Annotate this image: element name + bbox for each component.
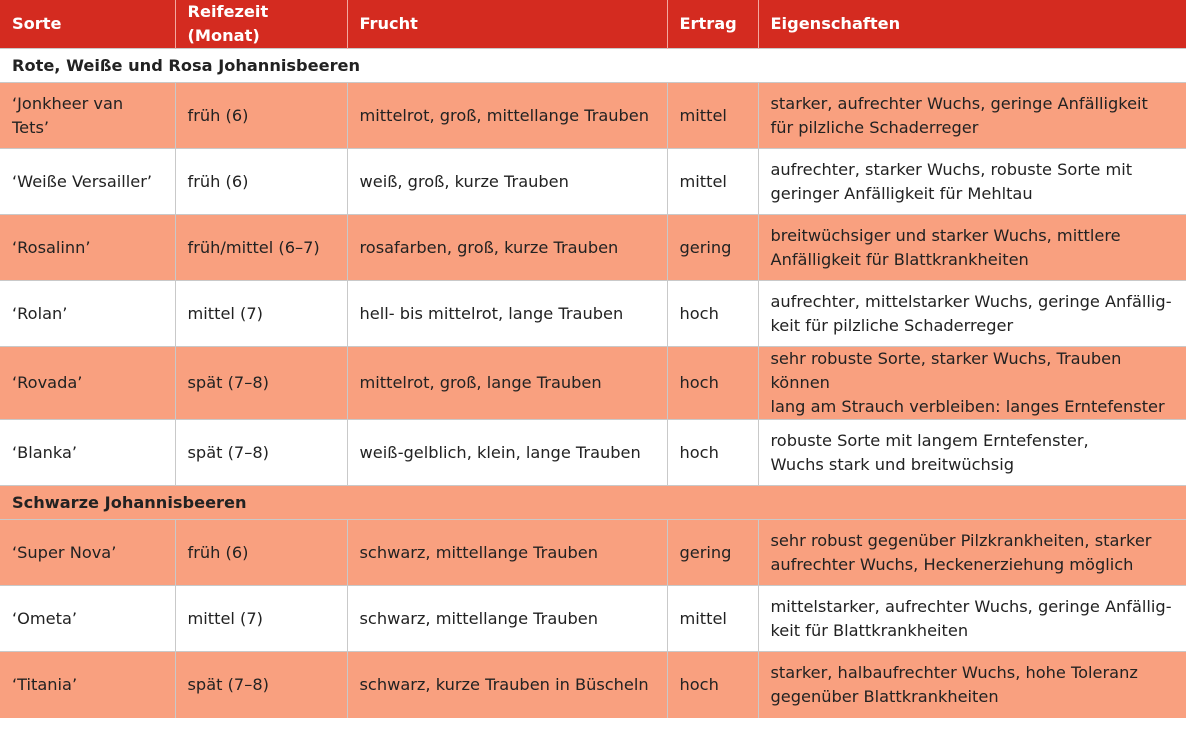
cell-eigenschaften	[758, 652, 1186, 718]
cell-sorte: ‘Super Nova’	[0, 520, 175, 586]
cell-ertrag: gering	[667, 215, 758, 281]
cell-eigenschaften	[758, 586, 1186, 652]
table-row	[0, 652, 1186, 718]
header-frucht: Frucht	[347, 0, 667, 49]
section-title: Schwarze Johannisbeeren	[0, 486, 1186, 520]
eigenschaften-line: für pilzliche Schaderreger	[770, 117, 979, 137]
table-row	[0, 215, 1186, 281]
cell-reifezeit: mittel (7)	[175, 281, 347, 347]
cell-sorte: ‘Weiße Versailler’	[0, 149, 175, 215]
cell-eigenschaften	[758, 281, 1186, 347]
header-reifezeit: Reifezeit (Monat)	[175, 0, 347, 49]
cell-frucht: schwarz, kurze Trauben in Büscheln	[347, 652, 667, 718]
cell-reifezeit: früh (6)	[175, 149, 347, 215]
cell-ertrag: mittel	[667, 83, 758, 149]
eigenschaften-line: Wuchs stark und breitwüchsig	[770, 454, 1014, 474]
header-sorte: Sorte	[12, 14, 62, 33]
cell-eigenschaften	[758, 149, 1186, 215]
cell-frucht: hell- bis mittelrot, lange Trauben	[347, 281, 667, 347]
cell-sorte: ‘Rosalinn’	[0, 215, 175, 281]
table-row	[0, 420, 1186, 486]
header-eigenschaften: Eigenschaften	[758, 0, 1186, 49]
eigenschaften-line: aufrechter, mittelstarker Wuchs, geringe Anfällig-	[770, 291, 1172, 311]
cell-eigenschaften	[758, 520, 1186, 586]
eigenschaften-line: sehr robuste Sorte, starker Wuchs, Trauben können	[770, 349, 1122, 392]
cell-frucht: mittelrot, groß, lange Trauben	[347, 347, 667, 420]
cell-sorte: ‘Titania’	[0, 652, 175, 718]
table-row	[0, 149, 1186, 215]
cell-reifezeit: mittel (7)	[175, 586, 347, 652]
cell-sorte: ‘Rovada’	[0, 347, 175, 420]
cell-frucht: mittelrot, groß, mittellange Trauben	[347, 83, 667, 149]
cell-sorte: ‘Blanka’	[0, 420, 175, 486]
section-row	[0, 486, 1186, 520]
table-row	[0, 83, 1186, 149]
cell-ertrag: mittel	[667, 586, 758, 652]
table-header	[0, 0, 1186, 49]
table-row	[0, 520, 1186, 586]
cell-eigenschaften	[758, 215, 1186, 281]
cell-ertrag: hoch	[667, 347, 758, 420]
section-row	[0, 49, 1186, 83]
eigenschaften-line: gegenüber Blattkrankheiten	[770, 686, 999, 706]
eigenschaften-line: aufrechter Wuchs, Heckenerziehung möglich	[770, 554, 1134, 574]
cell-eigenschaften	[758, 83, 1186, 149]
eigenschaften-line: starker, aufrechter Wuchs, geringe Anfälligkeit	[770, 93, 1148, 113]
cell-ertrag: hoch	[667, 652, 758, 718]
cell-ertrag: mittel	[667, 149, 758, 215]
eigenschaften-line: keit für Blattkrankheiten	[770, 620, 969, 640]
cell-frucht: weiß, groß, kurze Trauben	[347, 149, 667, 215]
cell-sorte: ‘Jonkheer van Tets’	[0, 83, 175, 149]
cell-sorte: ‘Ometa’	[0, 586, 175, 652]
cell-reifezeit: früh (6)	[175, 520, 347, 586]
eigenschaften-line: geringer Anfälligkeit für Mehltau	[770, 183, 1033, 203]
cell-eigenschaften	[758, 347, 1186, 420]
cell-reifezeit: früh (6)	[175, 83, 347, 149]
table-body	[0, 49, 1186, 718]
cell-ertrag: hoch	[667, 281, 758, 347]
eigenschaften-line: aufrechter, starker Wuchs, robuste Sorte mit	[770, 159, 1133, 179]
cell-frucht: schwarz, mittellange Trauben	[347, 586, 667, 652]
cell-ertrag: hoch	[667, 420, 758, 486]
cell-frucht: weiß-gelblich, klein, lange Trauben	[347, 420, 667, 486]
table-row	[0, 281, 1186, 347]
cell-reifezeit: spät (7–8)	[175, 420, 347, 486]
header-ertrag: Ertrag	[667, 0, 758, 49]
eigenschaften-line: sehr robust gegenüber Pilzkrankheiten, starker	[770, 530, 1152, 550]
eigenschaften-line: lang am Strauch verbleiben: langes Erntefenster	[770, 397, 1165, 416]
cell-eigenschaften	[758, 420, 1186, 486]
table-row	[0, 586, 1186, 652]
cell-ertrag: gering	[667, 520, 758, 586]
cell-reifezeit: früh/mittel (6–7)	[175, 215, 347, 281]
cell-sorte: ‘Rolan’	[0, 281, 175, 347]
eigenschaften-line: keit für pilzliche Schaderreger	[770, 315, 1014, 335]
eigenschaften-line: robuste Sorte mit langem Erntefenster,	[770, 430, 1089, 450]
section-title: Rote, Weiße und Rosa Johannisbeeren	[0, 49, 1186, 83]
cell-frucht: schwarz, mittellange Trauben	[347, 520, 667, 586]
header-row	[0, 0, 1186, 49]
cell-reifezeit: spät (7–8)	[175, 347, 347, 420]
cell-frucht: rosafarben, groß, kurze Trauben	[347, 215, 667, 281]
eigenschaften-line: Anfälligkeit für Blattkrankheiten	[770, 249, 1029, 269]
eigenschaften-line: breitwüchsiger und starker Wuchs, mittlere	[770, 225, 1121, 245]
cell-reifezeit: spät (7–8)	[175, 652, 347, 718]
eigenschaften-line: starker, halbaufrechter Wuchs, hohe Toleranz	[770, 662, 1138, 682]
eigenschaften-line: mittelstarker, aufrechter Wuchs, geringe Anfällig-	[770, 596, 1172, 616]
table-row	[0, 347, 1186, 420]
